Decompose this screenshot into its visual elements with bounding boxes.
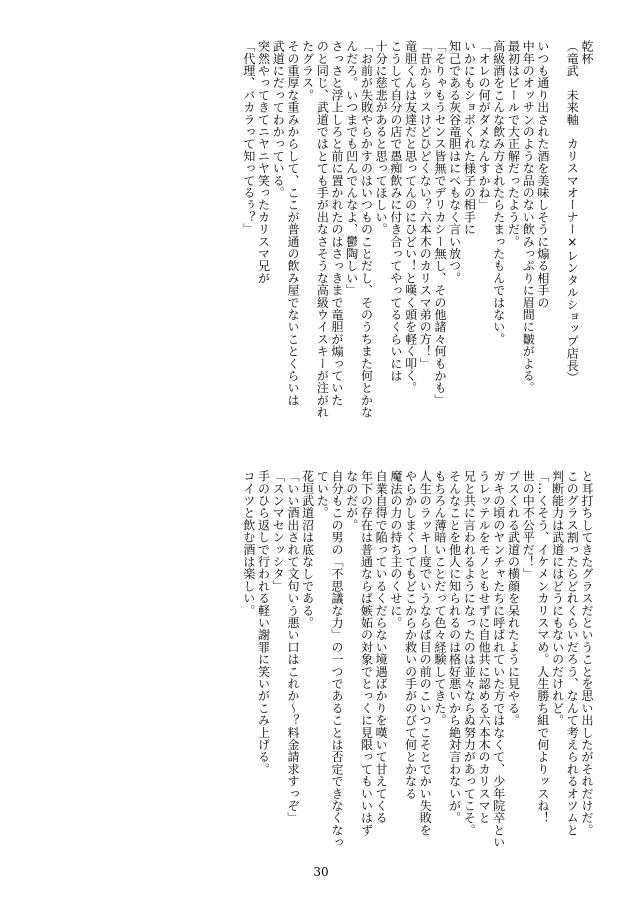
text-line: さっさと浮上しろと前に置かれたのはさっきまで竜胆が煽っていた	[330, 40, 345, 406]
text-line: 「…くそう、イケメンカリスマめ。人生勝ち組で何よりッスね！	[535, 470, 550, 824]
text-line: 自業自得で陥っているくだらない境遇ばかりを嘆いて甘えてくる	[374, 470, 389, 824]
text-line: ブスくれる武道の横顔を呆れたように見やる。	[506, 470, 521, 727]
text-line: 「オレの何がダメなんすかね」	[477, 40, 492, 211]
text-line: 「昔からッスけどひどくない？六本木のカリスマ弟の方！」	[418, 40, 433, 370]
text-line: 「スンマセンッシタ」	[271, 470, 286, 592]
text-line: 「そりゃもうセンス皆無でデリカシー無し、その他諸々何もかも」	[432, 40, 447, 406]
text-line: いかにもショボくれた様子の相手に	[462, 40, 477, 236]
text-line: たグラス。	[300, 40, 315, 101]
text-line: うレッテルをモノともせずに自他共に認める六本木のカリスマと	[477, 470, 492, 824]
text-line: やらかしまくってもどこからか救いの手がのびて何とかなる	[403, 470, 418, 800]
text-line	[550, 40, 565, 445]
text-line: 中年のオッサンのような品のない飲みっぷりに眉間に皺がよる。	[521, 40, 536, 394]
page-number: 30	[313, 865, 329, 879]
text-line: と耳打ちしてきたグラスだということを思い出したがそれだけだ。	[580, 470, 594, 836]
text-line: 判断能力は武道にはどうにもないのだけれど。	[550, 470, 565, 727]
text-line: 世の中不公平だ！」	[521, 470, 536, 580]
text-line: 突然やってきてニヤニヤ笑ったカリスマ兄が	[256, 40, 271, 284]
top-text-block	[241, 40, 594, 445]
text-line: 「代理、バカラって知ってるぅ？」	[241, 40, 256, 236]
text-line: 武道にだってわかっている。	[271, 40, 286, 199]
text-line: こうして自分の店で愚痴飲みに付き合ってやってるくらいには	[388, 40, 403, 382]
text-line: 年下の存在は普通ならば嫉妬の対象でとっくに見限ってもいいはず	[359, 470, 374, 836]
text-line: ていた。	[315, 470, 330, 519]
text-line: なのだが。	[344, 470, 359, 531]
text-line: 魔法の力の持ち主のくせに。	[388, 470, 403, 629]
text-line: 最初はビールで大正解だったようだ。	[506, 40, 521, 248]
text-line: んだろ。いつまでも凹んでんなよ、鬱陶しい」	[344, 40, 359, 297]
text-line: 乾杯	[580, 40, 594, 65]
text-line: 「いい酒出されて文句いう悪い口はこれか～？料金請求すっぞ」	[285, 470, 300, 824]
text-line: このグラス割ったらどれくらいだろう、なんて考えられるオツムと	[565, 470, 580, 836]
text-line: 竜胆くんは友達だと思ってんのにひどい！と嘆く頭を軽く叩く。	[403, 40, 418, 394]
text-line: のと同じ、武道ではとても手が出なさそうな高級ウイスキーが注がれ	[315, 40, 330, 419]
text-line: 十分に慈悲があると思ってほしい。	[374, 40, 389, 236]
text-line: 兄と共に言われるようになったのは並々ならぬ努力があってこそ。	[462, 470, 477, 836]
text-line: もちろん薄暗いことだって色々経験してきた。	[432, 470, 447, 727]
text-line: 知己である灰谷竜胆はにべもなく言い放つ。	[447, 40, 462, 284]
text-line: 高級酒をこんな飲み方されたらたまったもんではない。	[491, 40, 506, 345]
text-line: （竜武 未来軸 カリスマオーナー×レンタルショップ店長）	[565, 40, 580, 384]
text-line: 自分もこの男の「不思議な力」の一つであることは否定できなくなっ	[330, 470, 345, 849]
text-line: 花垣武道沼は底なしである。	[300, 470, 315, 629]
text-line: ガキの頃のヤンチャたちに呼ばれていた方ではなくて、少年院卒とい	[491, 470, 506, 849]
text-line: 「お前が失敗やらかすのはいつものことだし、そのうちまた何とかな	[359, 40, 374, 419]
text-line: その重厚な重みからして、ここが普通の飲み屋でないことくらいは	[285, 40, 300, 406]
text-line: 人生のラッキー度でいうならば目の前のこいつこそとでかい失敗を	[418, 470, 433, 836]
text-line: そんなことを他人に知られるのは格好悪いから絶対言わないが。	[447, 470, 462, 824]
text-line: コイツと飲む酒は楽しい。	[241, 470, 256, 617]
text-line: いつも通り出された酒を美味しそうに煽る相手の	[535, 40, 550, 309]
text-line: 手のひら返しで行われる軽い謝罪に笑いがこみ上げる。	[256, 470, 271, 775]
bottom-text-block	[241, 470, 594, 855]
